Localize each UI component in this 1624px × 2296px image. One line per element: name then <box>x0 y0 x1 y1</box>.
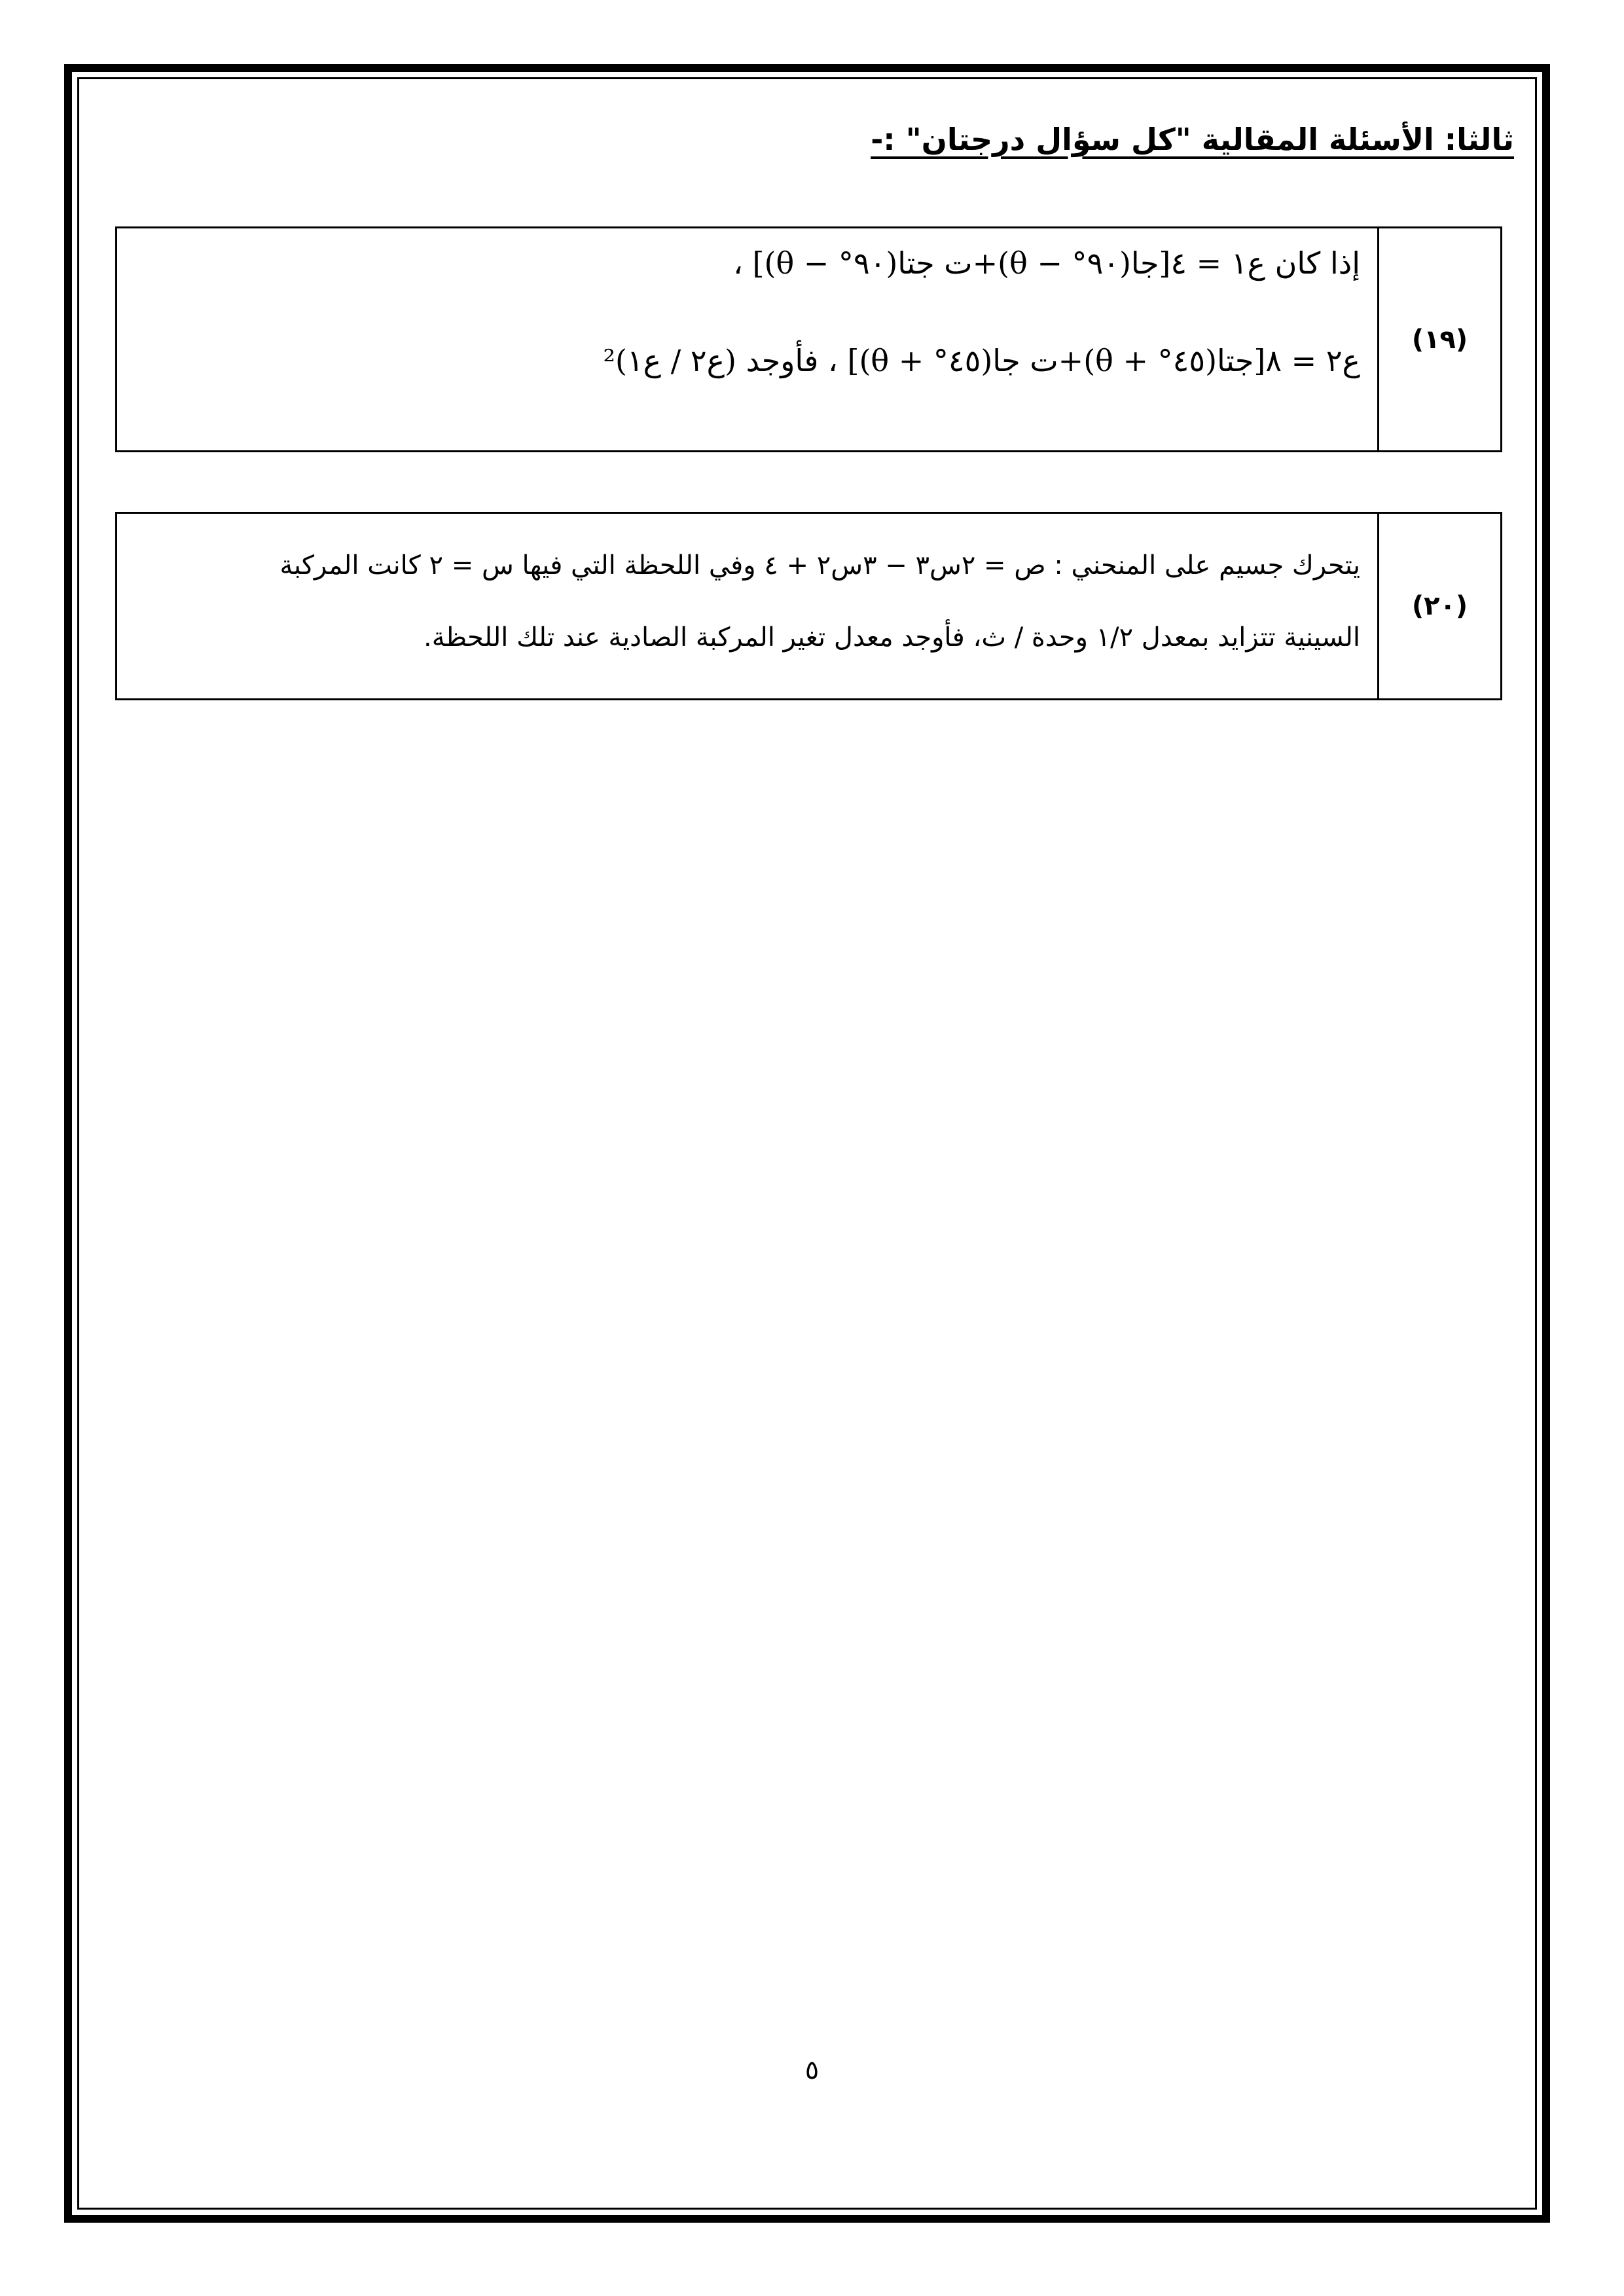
section-title: ثالثا: الأسئلة المقالية "كل سؤال درجتان" :- <box>871 122 1514 157</box>
question-box-20 <box>115 512 1502 700</box>
question-text-line: يتحرك جسيم على المنحني : ص = ٢س٣ − ٣س٢ + ٤ وفي اللحظة التي فيها س = ٢ كانت المركبة <box>280 550 1360 581</box>
question-box-19 <box>115 226 1502 452</box>
question-body <box>117 228 1377 450</box>
question-text-line: إذا كان ع١ = ٤[جا(٩٠° − θ)+ت جتا(٩٠° − θ)] ، <box>733 245 1360 281</box>
question-text-line: السينية تتزايد بمعدل ١/٢ وحدة / ث، فأوجد معدل تغير المركبة الصادية عند تلك اللحظة. <box>424 622 1360 653</box>
question-number: (١٩) <box>1377 228 1500 450</box>
question-body <box>117 514 1377 698</box>
page-number: ٥ <box>804 2055 820 2085</box>
question-text-line: ع٢ = ٨[جتا(٤٥° + θ)+ت جا(٤٥° + θ)] ، فأوجد (ع٢ / ع١)² <box>603 343 1360 378</box>
question-number: (٢٠) <box>1377 514 1500 698</box>
